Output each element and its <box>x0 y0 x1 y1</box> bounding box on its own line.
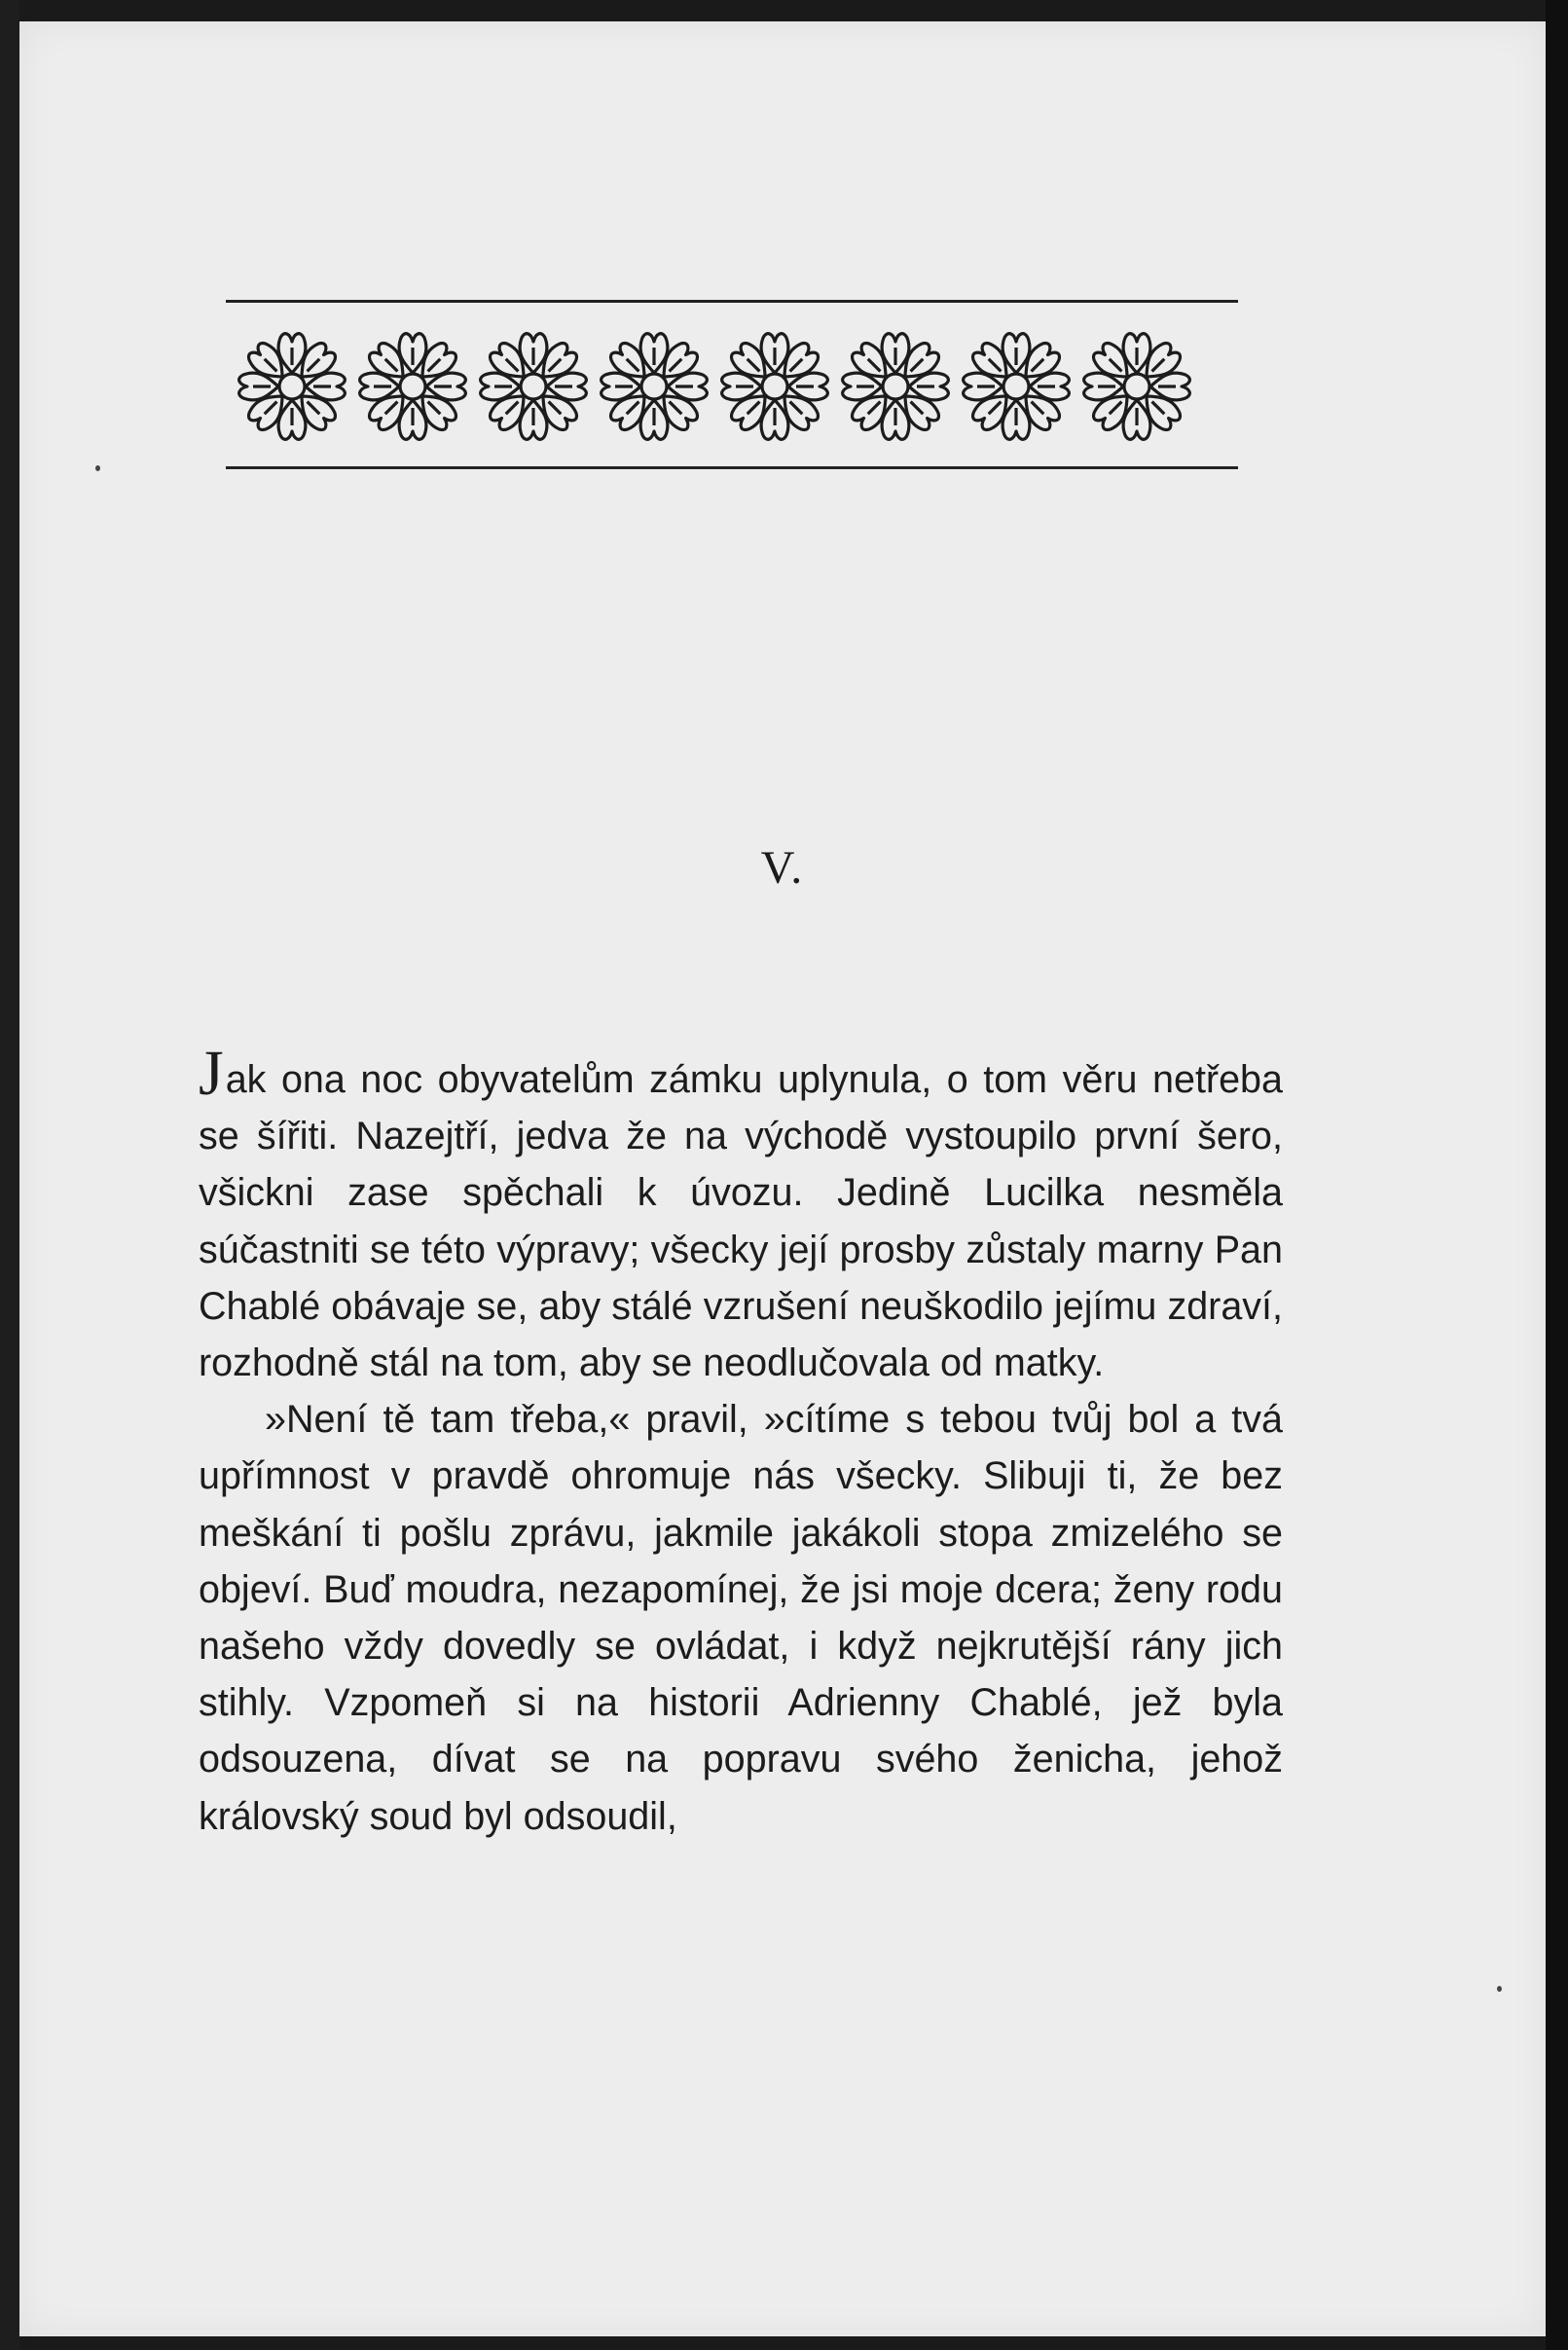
flower-rosette-icon-row <box>232 313 1234 459</box>
flower-rosette-icon <box>481 334 587 440</box>
flower-rosette-icon <box>1084 334 1190 440</box>
scan-right-edge <box>1546 0 1568 2350</box>
flower-rosette-icon <box>722 334 828 440</box>
drop-cap: J <box>199 1038 226 1109</box>
scan-speck <box>95 465 100 471</box>
scan-left-edge <box>0 0 19 2350</box>
paragraph-1 <box>199 1038 1283 1391</box>
ornament-top-rule <box>226 300 1238 303</box>
book-page <box>19 21 1546 2336</box>
body-text <box>199 1038 1283 1845</box>
flower-rosette-icon <box>602 334 708 440</box>
flower-rosette-icon <box>360 334 466 440</box>
scan-speck <box>1497 1986 1502 1992</box>
ornament-bottom-rule <box>226 466 1238 469</box>
paragraph-2 <box>199 1391 1283 1845</box>
paragraph-2-text: »Není tě tam třeba,« pravil, »cítíme s tebou tvůj bol a tvá upřímnost v pravdě ohromuje nás všecky. Slibuji ti, že bez meškání ti pošlu zprávu, jakmile jakákoli stopa zmizelého se objeví. Buď moudra, nezapomínej, že jsi moje dcera; ženy rodu našeho vždy dovedly se ovládat, i když nejkrutější rány jich stihly. Vzpomeň si na historii Adrienny Chablé, jež byla odsouzena, dívat se na popravu svého ženicha, jehož královský soud byl odsoudil, <box>199 1398 1283 1838</box>
flower-rosette-icon <box>239 334 346 440</box>
paragraph-1-text: ak ona noc obyvatelům zámku uplynula, o tom věru netřeba se šířiti. Nazejtří, jedva že na východě vystoupilo první šero, všickni zase spěchali k úvozu. Jedině Lucilka nesměla súčastniti se této výpravy; všecky její prosby zůstaly marny Pan Chablé obávaje se, aby stálé vzrušení neuškodilo jejímu zdraví, rozhodně stál na tom, aby se neodlučovala od matky. <box>199 1058 1283 1385</box>
chapter-numeral: V. <box>760 842 805 894</box>
flower-rosette-icon <box>843 334 949 440</box>
flower-rosette-icon <box>964 334 1070 440</box>
